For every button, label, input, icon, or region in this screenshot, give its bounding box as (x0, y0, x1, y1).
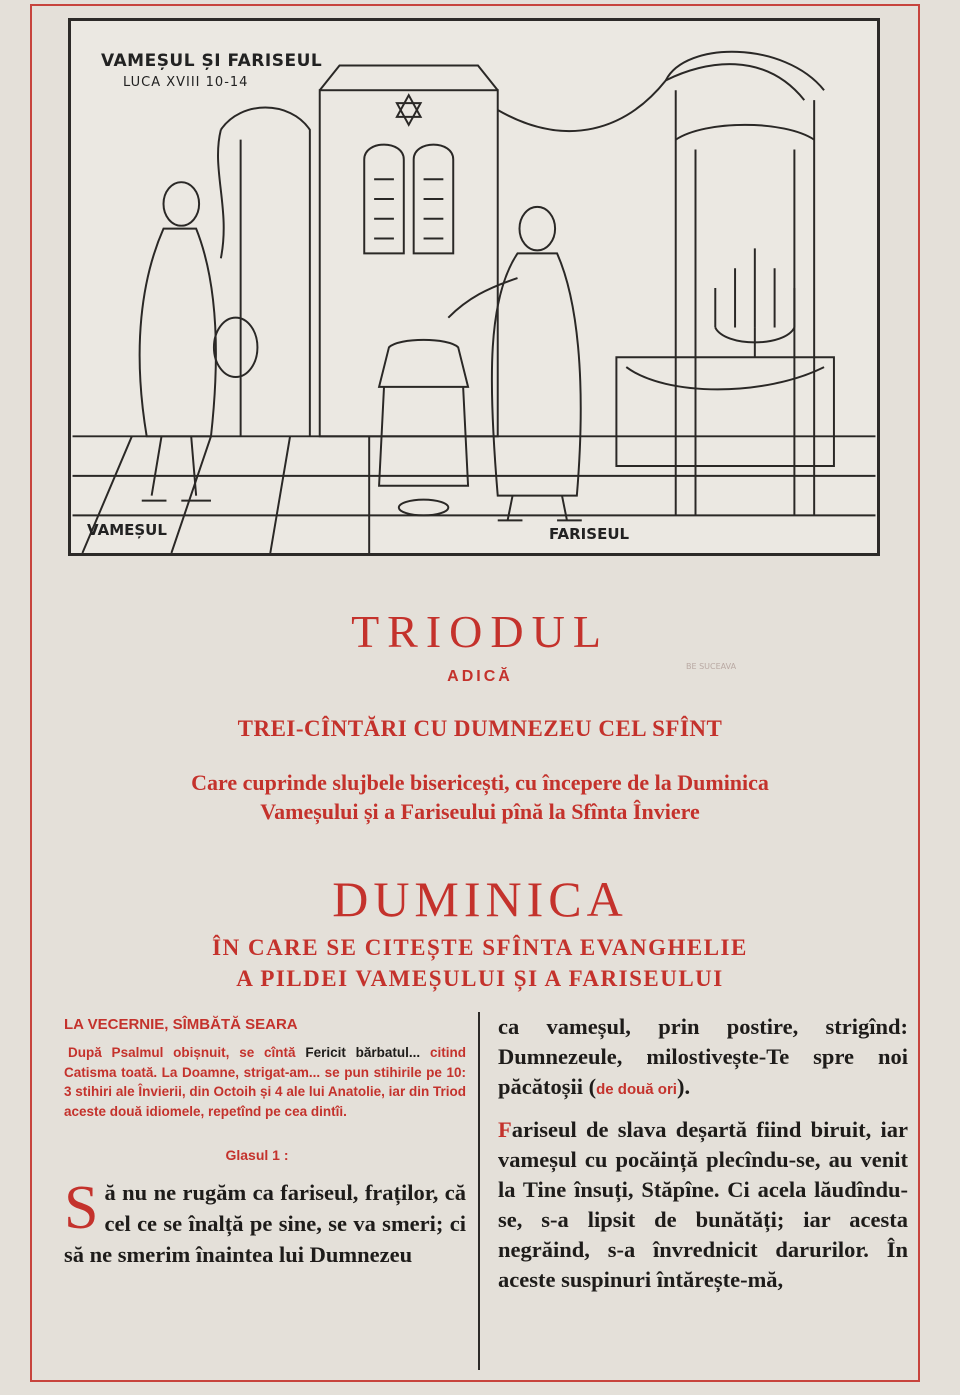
column-divider (478, 1012, 480, 1370)
section-title-duminica: DUMINICA (332, 871, 628, 927)
right-paragraph-1 (498, 1012, 908, 1105)
rubric-paragraph (64, 1043, 466, 1121)
illustration-frame (68, 18, 880, 556)
right-p2-initial: F (498, 1117, 512, 1142)
main-title: TRIODUL (351, 606, 609, 657)
illustration-title: VAMEȘUL ȘI FARISEUL (101, 51, 323, 71)
right-column (498, 1012, 908, 1295)
section-subtitle (60, 932, 900, 994)
subtitle-trei-cintari: TREI-CÎNTĂRI CU DUMNEZEU CEL SFÎNT (237, 716, 723, 741)
rubric-text-b: citind Catisma toată. La Doamne, strigat-am... se pun stihirile pe 10: 3 stihiri ale Învierii, din Octoih și 4 ale lui Anatolie, iar din Triod aceste două idiomele, repetînd pe cea dintîi. (64, 1045, 466, 1119)
right-p2-text: ariseul de slava deșartă fiind biruit, iar vameșul cu pocăință plecîndu-se, au venit la Tine însuți, Stăpîne. Ci acela lăudîndu-se, s-a lipsit de bunătăți; iar acesta negrăind, s-a învrednicit darurilor. În aceste suspinuri întărește-mă, (498, 1117, 908, 1292)
verse-text: ă nu ne rugăm ca fariseul, fraților, că cel ce se înalță pe sine, se va smeri; ci să ne smerim înaintea lui Dumnezeu (64, 1180, 466, 1267)
watermark: BE SUCEAVA (686, 662, 737, 671)
subtitle-adica: ADICĂ (447, 668, 513, 685)
right-p1-text: ca vameșul, prin postire, strigînd: Dumnezeule, milostivește-Te spre noi păcătoșii ( (498, 1014, 908, 1099)
description-line-1: Care cuprinde slujbele bisericești, cu începere de la Duminica (191, 770, 769, 795)
verse-paragraph (64, 1174, 466, 1270)
drop-cap: S (64, 1174, 99, 1242)
right-p1-end: ). (676, 1074, 691, 1099)
illustration-label-pharisee: FARISEUL (549, 525, 630, 543)
description-line-2: Vameșului și a Fariseului pînă la Sfînta Înviere (260, 799, 700, 824)
subtitle-description (60, 768, 900, 826)
right-p1-red: de două ori (596, 1081, 677, 1098)
section-subtitle-line-1: ÎN CARE SE CITEȘTE SFÎNTA EVANGHELIE (212, 935, 748, 960)
illustration-reference: LUCA XVIII 10-14 (123, 75, 249, 90)
left-column (48, 1016, 466, 1270)
vecernie-heading: LA VECERNIE, SÎMBĂTĂ SEARA (64, 1016, 298, 1033)
glas-heading: Glasul 1 : (225, 1147, 289, 1163)
illustration-label-publican: VAMEȘUL (87, 521, 167, 539)
rubric-text-a: După Psalmul obișnuit, se cîntă (68, 1045, 306, 1060)
right-paragraph-2 (498, 1115, 908, 1295)
engraving-illustration (71, 21, 877, 553)
rubric-fericit: Fericit bărbatul... (305, 1045, 421, 1060)
section-subtitle-line-2: A PILDEI VAMEȘULUI ȘI A FARISEULUI (236, 966, 724, 991)
